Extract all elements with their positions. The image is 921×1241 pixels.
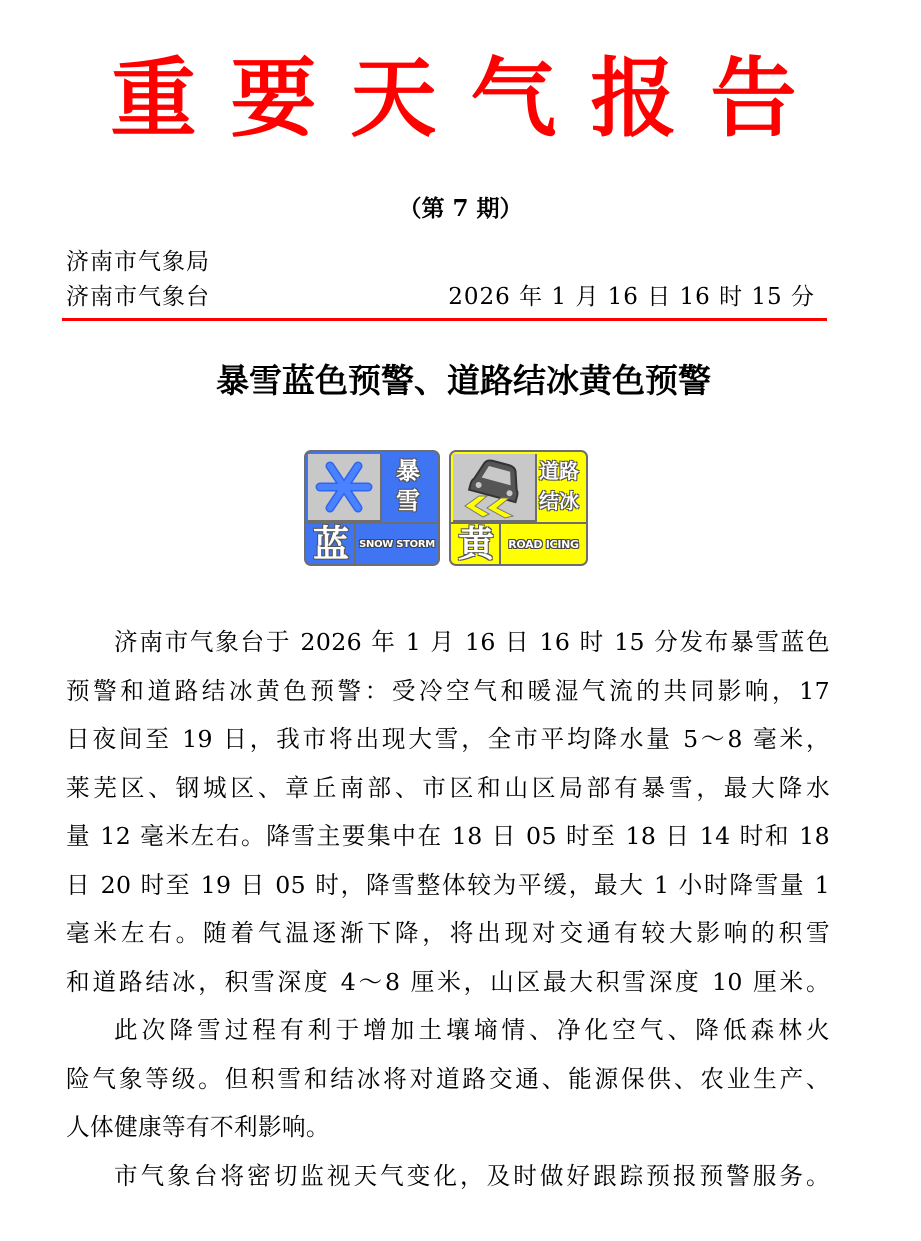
sign-name: 暴 雪 — [396, 457, 420, 515]
sign-level: 蓝 — [312, 524, 349, 565]
sign-name: 道路 结冰 — [539, 459, 579, 513]
snowstorm-blue-warning-sign — [304, 450, 440, 566]
issuer-bureau: 济南市气象局 — [66, 249, 210, 275]
paragraph-service: 市气象台将密切监视天气变化，及时做好跟踪预报预警服务。 — [114, 1161, 830, 1190]
report-body — [66, 618, 830, 1200]
document-title: 暴雪蓝色预警、道路结冰黄色预警 — [216, 361, 711, 400]
issue-datetime: 2026 年 1 月 16 日 16 时 15 分 — [448, 284, 815, 310]
masthead-title: 重要天气报告 — [110, 48, 831, 149]
issuer-observatory: 济南市气象台 — [66, 284, 210, 310]
paragraph-forecast: 济南市气象台于 2026 年 1 月 16 日 16 时 15 分发布暴雪蓝色 预警和道路结冰黄色预警：受冷空气和暖湿气流的共同影响，17 日夜间至 19 日，我市将出现大雪，全市平均降水量 5～8 毫米， 莱芜区、钢城区、章丘南部、市区和山区局部有暴雪，最大降水 量 12 毫米左右。降雪主要集中在 18 日 05 时至 18 日 14 时和 18 日 20 时至 19 日 05 时，降雪整体较为平缓，最大 1 小时降雪量 1 毫米左右。随着气温逐渐下降，将出现对交通有较大影响的积雪 和道路结冰，积雪深度 4～8 厘米，山区最大积雪深度 10 厘米。 — [66, 628, 830, 996]
snowflake-icon — [308, 454, 382, 522]
sign-level: 黄 — [457, 524, 494, 565]
skidding-car-icon — [453, 454, 537, 522]
sign-english-label: ROAD ICING — [508, 538, 579, 551]
paragraph-impact: 此次降雪过程有利于增加土壤墒情、净化空气、降低森林火 险气象等级。但积雪和结冰将对道路交通、能源保供、农业生产、 人体健康等有不利影响。 — [66, 1016, 830, 1141]
road-icing-yellow-warning-sign — [449, 450, 588, 566]
red-divider — [62, 318, 827, 321]
issue-number: （第 7 期） — [398, 195, 523, 222]
sign-english-label: SNOW STORM — [359, 539, 435, 550]
